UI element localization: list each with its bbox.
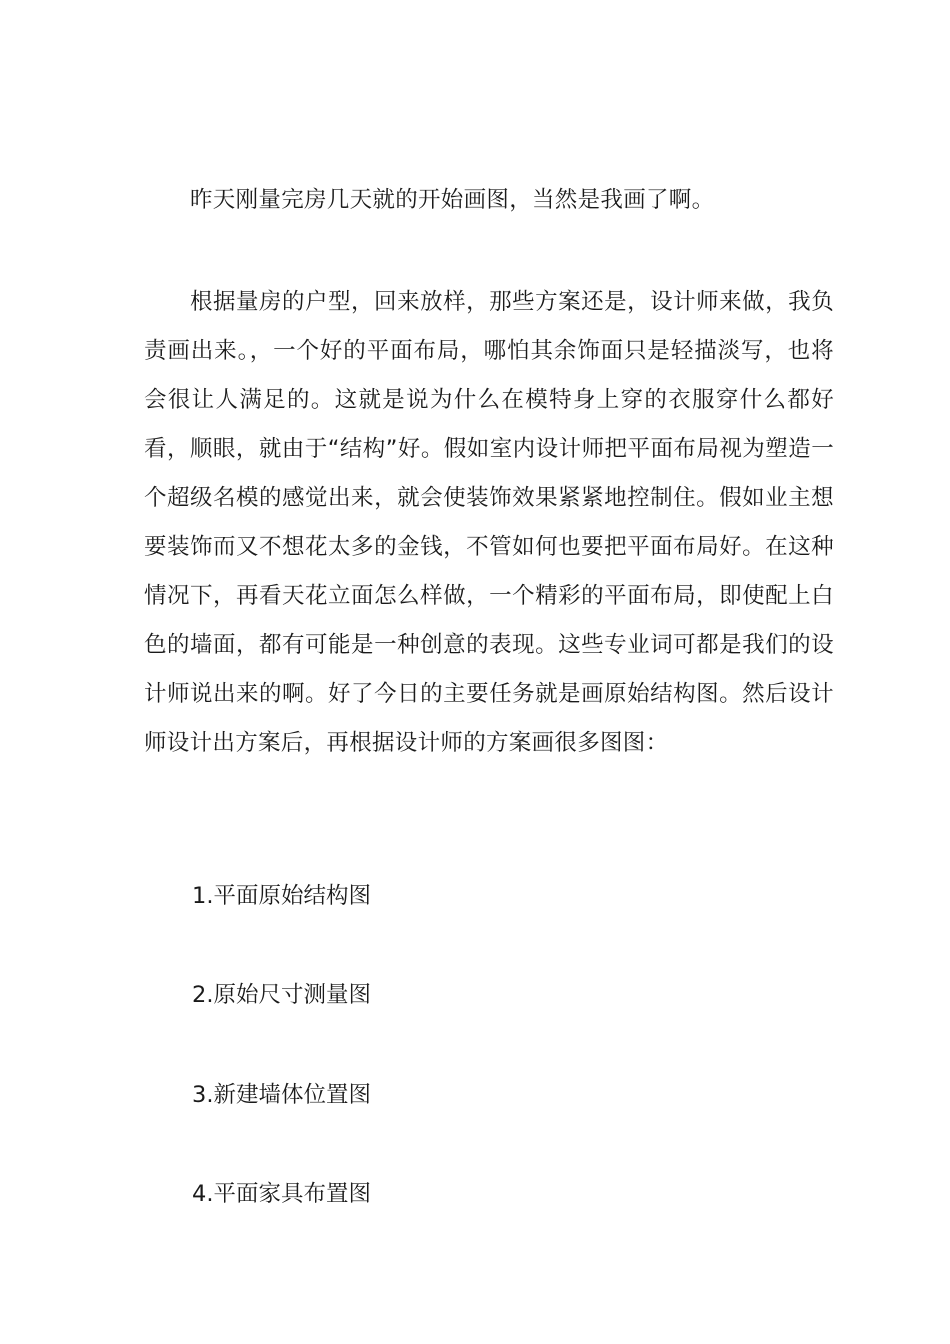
paragraph-body: 根据量房的户型，回来放样，那些方案还是，设计师来做，我负责画出来。，一个好的平面布局，哪怕其余饰面只是轻描淡写，也将会很让人满足的。这就是说为什么在模特身上穿的衣服穿什么都好看，顺眼，就由于“结构”好。假如室内设计师把平面布局视为塑造一个超级名模的感觉出来，就会使装饰效果紧紧地控制住。假如业主想要装饰而又不想花太多的金钱，不管如何也要把平面布局好。在这种情况下，再看天花立面怎么样做，一个精彩的平面布局，即使配上白色的墙面，都有可能是一种创意的表现。这些专业词可都是我们的设计师说出来的啊。好了今日的主要任务就是画原始结构图。然后设计师设计出方案后，再根据设计师的方案画很多图图： [144,289,834,756]
list-item: 1.平面原始结构图 [192,883,371,909]
list-item: 4.平面家具布置图 [192,1181,371,1207]
list-item: 2.原始尺寸测量图 [192,982,371,1008]
paragraph-intro: 昨天刚量完房几天就的开始画图，当然是我画了啊。 [190,187,715,213]
list-item: 3.新建墙体位置图 [192,1082,371,1108]
